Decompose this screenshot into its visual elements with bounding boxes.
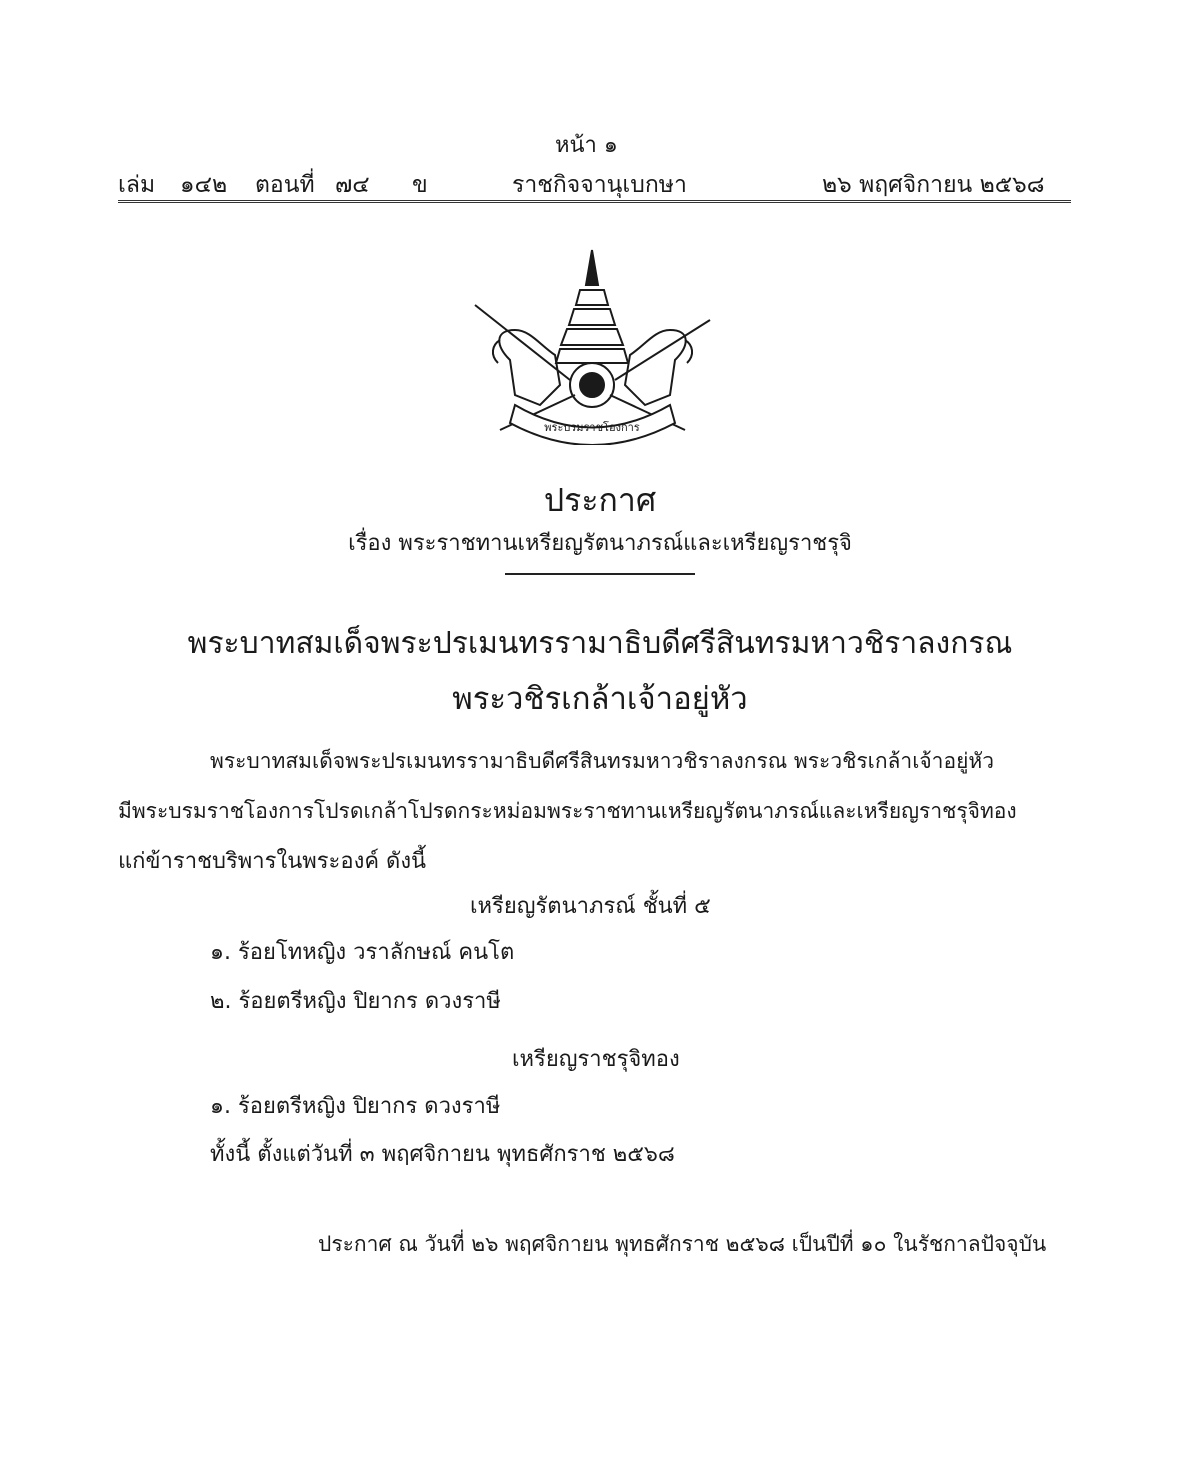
- royal-seal-emblem-icon: [470, 245, 715, 445]
- king-title-line1: พระบาทสมเด็จพระปรเมนทรรามาธิบดีศรีสินทรมหาวชิราลงกรณ: [187, 626, 1013, 661]
- body-line-2: มีพระบรมราชโองการโปรดเกล้าโปรดกระหม่อมพระราชทานเหรียญรัตนาภรณ์และเหรียญราชรุจิทอง: [118, 799, 1017, 823]
- effective-date: ทั้งนี้ ตั้งแต่วันที่ ๓ พฤศจิกายน พุทธศักราช ๒๕๖๘: [210, 1142, 675, 1167]
- announcement-subject: เรื่อง พระราชทานเหรียญรัตนาภรณ์และเหรียญราชรุจิ: [348, 531, 852, 556]
- section-label: ตอนที่: [255, 172, 315, 198]
- gazette-date: ๒๖ พฤศจิกายน ๒๕๖๘: [822, 172, 1045, 198]
- volume-label: เล่ม: [118, 172, 156, 198]
- section-type: ข: [412, 172, 428, 198]
- gazette-name: ราชกิจจานุเบกษา: [512, 172, 687, 198]
- body-line-1: พระบาทสมเด็จพระปรเมนทรรามาธิบดีศรีสินทรมหาวชิราลงกรณ พระวชิรเกล้าเจ้าอยู่หัว: [210, 749, 995, 773]
- subject-divider: [505, 573, 695, 575]
- list-item: ๑. ร้อยตรีหญิง ปิยากร ดวงราษี: [210, 1094, 501, 1119]
- medal-heading-ratanaporn: เหรียญรัตนาภรณ์ ชั้นที่ ๕: [470, 894, 711, 919]
- section-number: ๗๔: [335, 172, 370, 198]
- volume-number: ๑๔๒: [180, 172, 228, 198]
- list-item: ๒. ร้อยตรีหญิง ปิยากร ดวงราษี: [210, 989, 501, 1014]
- announcement-heading: ประกาศ: [543, 481, 657, 519]
- emblem-ribbon-text: พระบรมราชโองการ: [544, 421, 640, 434]
- body-line-3: แก่ข้าราชบริพารในพระองค์ ดังนี้: [118, 849, 427, 874]
- king-title-line2: พระวชิรเกล้าเจ้าอยู่หัว: [452, 681, 748, 717]
- page-number: หน้า ๑: [555, 133, 618, 158]
- announcement-date: ประกาศ ณ วันที่ ๒๖ พฤศจิกายน พุทธศักราช ๒๕๖๘ เป็นปีที่ ๑๐ ในรัชกาลปัจจุบัน: [318, 1232, 1047, 1256]
- medal-heading-ratcharuji: เหรียญราชรุจิทอง: [512, 1047, 680, 1072]
- header-rule: [118, 200, 1071, 203]
- list-item: ๑. ร้อยโทหญิง วราลักษณ์ คนโต: [210, 940, 515, 965]
